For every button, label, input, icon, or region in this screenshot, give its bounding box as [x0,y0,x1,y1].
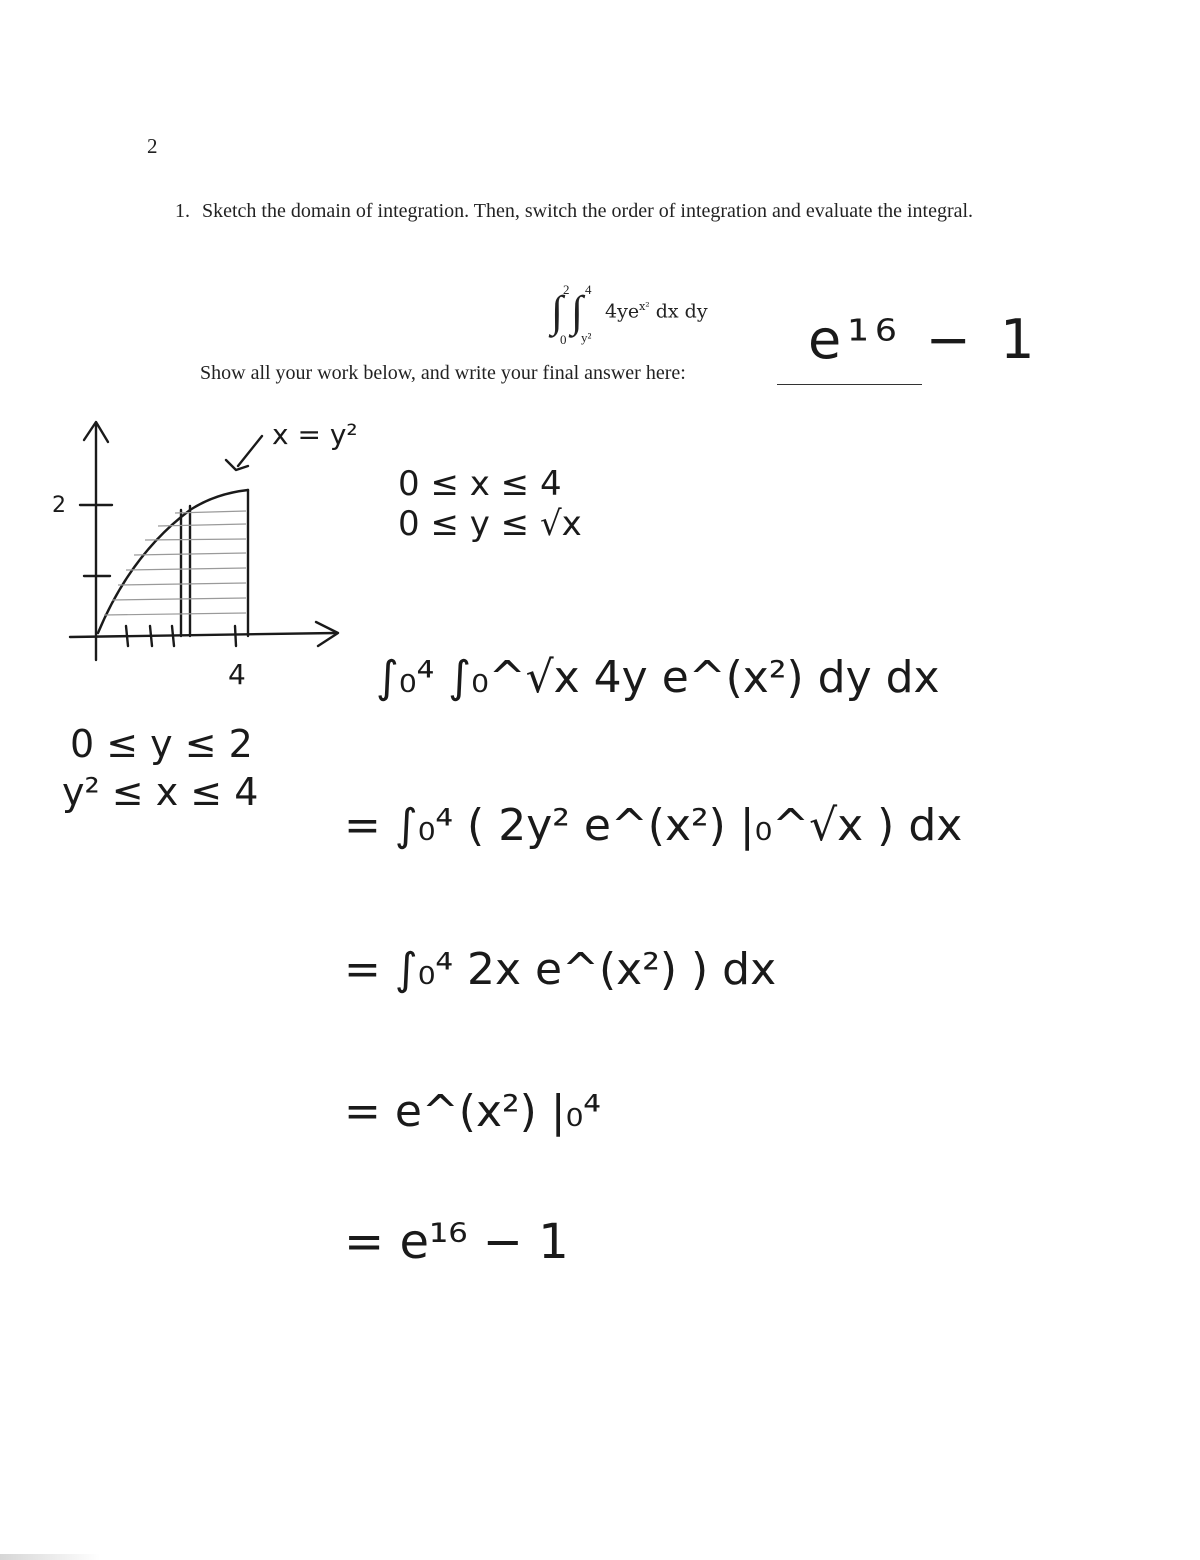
x-tick-2 [150,626,152,646]
outer-lower-limit: 0 [560,332,567,347]
inner-lower-limit: y² [581,330,592,345]
work-step-1: ∫₀⁴ ∫₀^√x 4y e^(x²) dy dx [376,652,940,703]
curve-label: x = y² [272,418,358,451]
x-tick-3 [172,626,174,646]
problem-text: Sketch the domain of integration. Then, switch the order of integration and evaluate the integral. [202,200,974,222]
differentials: dx dy [655,300,708,323]
work-step-2: = ∫₀⁴ ( 2y² e^(x²) |₀^√x ) dx [344,800,963,851]
new-bound-y: 0 ≤ y ≤ √x [398,504,582,544]
new-bound-x: 0 ≤ x ≤ 4 [398,464,562,504]
inner-upper-limit: 4 [585,282,592,297]
x-tick-4 [235,626,236,646]
answer-instruction: Show all your work below, and write your final answer here: [200,362,686,384]
work-step-4: = e^(x²) |₀⁴ [344,1086,601,1137]
work-step-5: = e¹⁶ − 1 [344,1214,569,1270]
outer-integral-sign: ∫ [551,287,564,336]
page-number: 2 [147,134,158,158]
x-tick-label: 4 [228,658,246,691]
problem-number: 1. [175,200,190,222]
x-axis [70,633,336,637]
label-arrow-icon [226,436,262,470]
outer-upper-limit: 2 [563,282,570,297]
original-bound-x: y² ≤ x ≤ 4 [62,770,259,814]
x-tick-1 [126,626,128,646]
final-answer: e¹⁶ − 1 [808,308,1041,371]
work-step-3: = ∫₀⁴ 2x e^(x²) ) dx [344,944,777,995]
integrand-base: 4ye [605,300,640,323]
integrand-exponent: x² [639,300,650,313]
inner-integral-sign: ∫ [571,287,584,336]
y-tick-label: 2 [52,493,66,518]
original-bound-y: 0 ≤ y ≤ 2 [70,722,253,766]
region-hatching [104,511,246,615]
scan-edge-shadow [0,1554,100,1560]
